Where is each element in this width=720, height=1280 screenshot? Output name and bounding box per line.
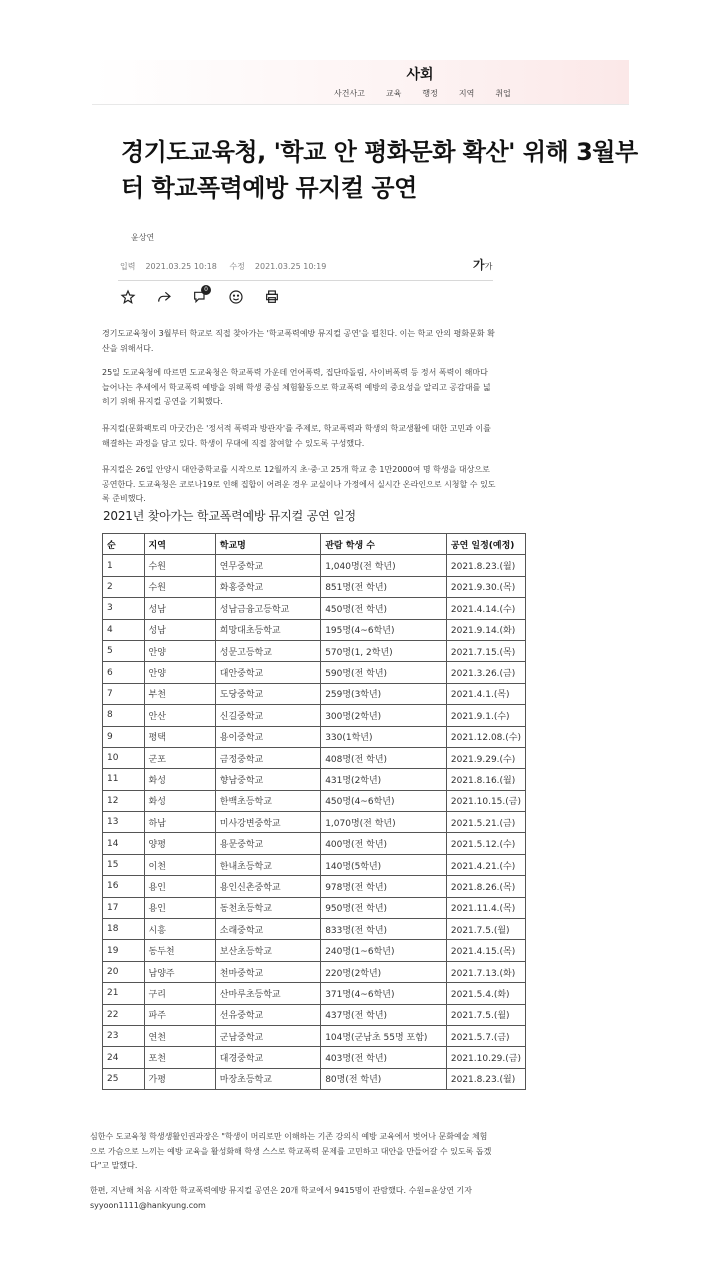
cell-students: 80명(전 학년) (321, 1068, 447, 1089)
column-header-students: 관람 학생 수 (321, 534, 447, 555)
table-row (103, 683, 526, 704)
table-row (103, 619, 526, 640)
table-row (103, 555, 526, 576)
cell-students: 450명(전 학년) (321, 598, 447, 619)
cell-students: 259명(3학년) (321, 683, 447, 704)
cell-students: 220명(2학년) (321, 961, 447, 982)
cell-school: 선유중학교 (215, 1004, 320, 1025)
cell-students: 450명(4~6학년) (321, 790, 447, 811)
cell-number: 7 (103, 683, 145, 704)
cell-school: 용인신촌중학교 (215, 876, 320, 897)
cell-students: 437명(전 학년) (321, 1004, 447, 1025)
cell-students: 1,040명(전 학년) (321, 555, 447, 576)
cell-date: 2021.5.7.(금) (446, 1025, 525, 1046)
cell-school: 희망대초등학교 (215, 619, 320, 640)
table-row (103, 812, 526, 833)
table-row (103, 919, 526, 940)
cell-region: 구리 (144, 983, 215, 1004)
cell-number: 13 (103, 812, 145, 833)
cell-date: 2021.4.14.(수) (446, 598, 525, 619)
cell-date: 2021.9.14.(화) (446, 619, 525, 640)
table-row (103, 897, 526, 918)
cell-number: 24 (103, 1047, 145, 1068)
cell-students: 1,070명(전 학년) (321, 812, 447, 833)
cell-region: 이천 (144, 854, 215, 875)
table-row (103, 1004, 526, 1025)
cell-number: 15 (103, 854, 145, 875)
article-paragraph: 25일 도교육청에 따르면 도교육청은 학교폭력 가운데 언어폭력, 집단따돌림, 사이버폭력 등 정서 폭력이 해마다 늘어나는 추세에서 학교폭력 예방을 위해 학생 중심 체험활동으로 학교폭력 예방의 중요성을 알리고 공감대를 넓히기 위해 뮤지컬 공연을 기획했다. (102, 368, 491, 406)
cell-region: 동두천 (144, 940, 215, 961)
cell-school: 연무중학교 (215, 555, 320, 576)
font-size-button[interactable] (473, 256, 492, 273)
cell-number: 21 (103, 983, 145, 1004)
cell-region: 군포 (144, 747, 215, 768)
cell-number: 12 (103, 790, 145, 811)
cell-school: 신길중학교 (215, 705, 320, 726)
cell-region: 성남 (144, 598, 215, 619)
article-paragraph: 경기도교육청이 3월부터 학교로 직접 찾아가는 '학교폭력예방 뮤지컬 공연'을 펼친다. 이는 학교 안의 평화문화 확산을 위해서다. (102, 329, 495, 353)
cell-date: 2021.7.5.(월) (446, 1004, 525, 1025)
cell-number: 6 (103, 662, 145, 683)
table-row (103, 747, 526, 768)
cell-region: 화성 (144, 769, 215, 790)
cell-date: 2021.4.1.(목) (446, 683, 525, 704)
font-size-large-glyph: 가 (473, 258, 485, 272)
table-row (103, 833, 526, 854)
nav-item-administration[interactable]: 행정 (422, 89, 438, 98)
nav-item-accidents[interactable]: 사건사고 (334, 89, 365, 98)
cell-date: 2021.8.23.(월) (446, 1068, 525, 1089)
cell-region: 양평 (144, 833, 215, 854)
cell-number: 18 (103, 919, 145, 940)
cell-students: 104명(군남초 55명 포함) (321, 1025, 447, 1046)
cell-school: 도당중학교 (215, 683, 320, 704)
font-size-small-glyph: 가 (484, 262, 493, 271)
schedule-table-title: 2021년 찾아가는 학교폭력예방 뮤지컬 공연 일정 (103, 509, 356, 523)
comment-icon[interactable] (192, 286, 210, 307)
column-header-date: 공연 일정(예정) (446, 534, 525, 555)
cell-region: 하남 (144, 812, 215, 833)
cell-region: 가평 (144, 1068, 215, 1089)
cell-number: 5 (103, 640, 145, 661)
cell-date: 2021.5.21.(금) (446, 812, 525, 833)
cell-students: 570명(1, 2학년) (321, 640, 447, 661)
header-divider (92, 104, 629, 105)
cell-region: 시흥 (144, 919, 215, 940)
table-row (103, 705, 526, 726)
cell-date: 2021.7.13.(화) (446, 961, 525, 982)
table-header-row (103, 534, 526, 555)
article-headline: 경기도교육청, '학교 안 평화문화 확산' 위해 3월부터 학교폭력예방 뮤지컬 공연 (121, 138, 638, 202)
cell-number: 4 (103, 619, 145, 640)
cell-school: 소래중학교 (215, 919, 320, 940)
table-row (103, 598, 526, 619)
cell-school: 화홍중학교 (215, 576, 320, 597)
cell-date: 2021.8.26.(목) (446, 876, 525, 897)
cell-number: 16 (103, 876, 145, 897)
cell-date: 2021.8.16.(월) (446, 769, 525, 790)
cell-school: 미사강변중학교 (215, 812, 320, 833)
cell-school: 동천초등학교 (215, 897, 320, 918)
cell-region: 부천 (144, 683, 215, 704)
cell-number: 11 (103, 769, 145, 790)
cell-date: 2021.8.23.(월) (446, 555, 525, 576)
cell-school: 용문중학교 (215, 833, 320, 854)
cell-region: 수원 (144, 555, 215, 576)
article-paragraph: 심한수 도교육청 학생생활인권과장은 "학생이 머리로만 이해하는 기존 강의식 예방 교육에서 벗어나 문화예술 체험으로 가슴으로 느끼는 예방 교육을 활성화해 학생 스스로 학교폭력 문제를 고민하고 대안을 만들어갈 수 있도록 돕겠다"고 말했다. (90, 1132, 492, 1170)
table-row (103, 576, 526, 597)
cell-region: 화성 (144, 790, 215, 811)
cell-students: 403명(전 학년) (321, 1047, 447, 1068)
section-title[interactable]: 사회 (406, 67, 434, 83)
article-paragraph: 한편, 지난해 처음 시작한 학교폭력예방 뮤지컬 공연은 20개 학교에서 9415명이 관람했다. 수원=윤상연 기자 syyoon1111@hankyung.com (90, 1186, 472, 1210)
cell-date: 2021.7.5.(월) (446, 919, 525, 940)
share-icon[interactable] (156, 289, 174, 307)
cell-date: 2021.9.1.(수) (446, 705, 525, 726)
cell-school: 천마중학교 (215, 961, 320, 982)
modified-date: 2021.03.25 10:19 (254, 262, 327, 271)
cell-region: 용인 (144, 876, 215, 897)
nav-item-region[interactable]: 지역 (458, 89, 475, 98)
cell-school: 성문고등학교 (215, 640, 320, 661)
cell-region: 파주 (144, 1004, 215, 1025)
table-row (103, 769, 526, 790)
table-row (103, 983, 526, 1004)
cell-date: 2021.12.08.(수) (446, 726, 525, 747)
cell-number: 22 (103, 1004, 145, 1025)
comment-count-badge: 0 (201, 285, 211, 295)
cell-number: 1 (103, 555, 145, 576)
cell-date: 2021.7.15.(목) (446, 640, 525, 661)
cell-region: 용인 (144, 897, 215, 918)
article-dates (120, 261, 336, 272)
cell-region: 남양주 (144, 961, 215, 982)
cell-number: 20 (103, 961, 145, 982)
cell-students: 400명(전 학년) (321, 833, 447, 854)
cell-students: 330(1학년) (321, 726, 447, 747)
cell-students: 978명(전 학년) (321, 876, 447, 897)
cell-region: 안산 (144, 705, 215, 726)
cell-students: 408명(전 학년) (321, 747, 447, 768)
section-nav (334, 88, 532, 99)
cell-number: 17 (103, 897, 145, 918)
nav-item-education[interactable]: 교육 (385, 89, 402, 98)
cell-students: 431명(2학년) (321, 769, 447, 790)
nav-item-jobs[interactable]: 취업 (495, 89, 511, 98)
cell-date: 2021.4.15.(목) (446, 940, 525, 961)
cell-school: 성남금융고등학교 (215, 598, 320, 619)
cell-region: 안양 (144, 640, 215, 661)
table-row (103, 662, 526, 683)
meta-divider (118, 280, 493, 281)
cell-date: 2021.3.26.(금) (446, 662, 525, 683)
cell-students: 950명(전 학년) (321, 897, 447, 918)
cell-region: 성남 (144, 619, 215, 640)
cell-region: 연천 (144, 1025, 215, 1046)
published-label: 입력 (120, 262, 136, 271)
table-row (103, 940, 526, 961)
table-row (103, 876, 526, 897)
table-row (103, 640, 526, 661)
cell-students: 195명(4~6학년) (321, 619, 447, 640)
cell-region: 수원 (144, 576, 215, 597)
cell-date: 2021.10.29.(금) (446, 1047, 525, 1068)
cell-number: 9 (103, 726, 145, 747)
cell-students: 300명(2학년) (321, 705, 447, 726)
cell-date: 2021.9.29.(수) (446, 747, 525, 768)
table-row (103, 790, 526, 811)
column-header-school: 학교명 (215, 534, 320, 555)
schedule-table (102, 533, 526, 1090)
cell-date: 2021.9.30.(목) (446, 576, 525, 597)
article-paragraph: 뮤지컬(문화팩토리 마굿간)은 '정서적 폭력과 방관자'를 주제로, 학교폭력과 학생의 학교생활에 대한 고민과 이를 해결하는 과정을 담고 있다. 학생이 무대에 직접 참여할 수 있도록 구성했다. (102, 424, 491, 448)
cell-students: 851명(전 학년) (321, 576, 447, 597)
cell-date: 2021.10.15.(금) (446, 790, 525, 811)
cell-date: 2021.5.12.(수) (446, 833, 525, 854)
cell-region: 평택 (144, 726, 215, 747)
cell-date: 2021.5.4.(화) (446, 983, 525, 1004)
table-row (103, 726, 526, 747)
cell-students: 590명(전 학년) (321, 662, 447, 683)
cell-number: 2 (103, 576, 145, 597)
cell-number: 8 (103, 705, 145, 726)
cell-school: 대안중학교 (215, 662, 320, 683)
cell-students: 240명(1~6학년) (321, 940, 447, 961)
table-row (103, 854, 526, 875)
cell-number: 19 (103, 940, 145, 961)
cell-students: 371명(4~6학년) (321, 983, 447, 1004)
table-row (103, 1068, 526, 1089)
article-paragraph: 뮤지컬은 26일 안양시 대안중학교를 시작으로 12월까지 초·중·고 25개 학교 총 1만2000여 명 학생을 대상으로 공연한다. 도교육청은 코로나19로 인해 집합이 어려운 경우 교실이나 가정에서 실시간 온라인으로 시청할 수 있도록 준비했다. (102, 465, 496, 503)
cell-region: 안양 (144, 662, 215, 683)
bookmark-star-icon[interactable] (120, 289, 138, 307)
cell-school: 산마루초등학교 (215, 983, 320, 1004)
cell-number: 10 (103, 747, 145, 768)
emoji-icon[interactable] (228, 289, 246, 307)
column-header-number: 순 (103, 534, 145, 555)
cell-school: 보산초등학교 (215, 940, 320, 961)
table-row (103, 1025, 526, 1046)
cell-number: 3 (103, 598, 145, 619)
print-icon[interactable] (264, 289, 282, 307)
column-header-region: 지역 (144, 534, 215, 555)
cell-number: 14 (103, 833, 145, 854)
cell-students: 140명(5학년) (321, 854, 447, 875)
modified-label: 수정 (229, 262, 245, 271)
cell-school: 금정중학교 (215, 747, 320, 768)
cell-school: 한백초등학교 (215, 790, 320, 811)
cell-school: 한내초등학교 (215, 854, 320, 875)
cell-date: 2021.11.4.(목) (446, 897, 525, 918)
cell-school: 용이중학교 (215, 726, 320, 747)
cell-number: 23 (103, 1025, 145, 1046)
cell-number: 25 (103, 1068, 145, 1089)
cell-school: 군남중학교 (215, 1025, 320, 1046)
table-row (103, 1047, 526, 1068)
cell-students: 833명(전 학년) (321, 919, 447, 940)
cell-region: 포천 (144, 1047, 215, 1068)
cell-school: 향남중학교 (215, 769, 320, 790)
table-row (103, 961, 526, 982)
published-date: 2021.03.25 10:18 (145, 262, 217, 271)
author-name[interactable]: 윤상연 (131, 233, 155, 242)
cell-school: 마장초등학교 (215, 1068, 320, 1089)
cell-school: 대경중학교 (215, 1047, 320, 1068)
cell-date: 2021.4.21.(수) (446, 854, 525, 875)
